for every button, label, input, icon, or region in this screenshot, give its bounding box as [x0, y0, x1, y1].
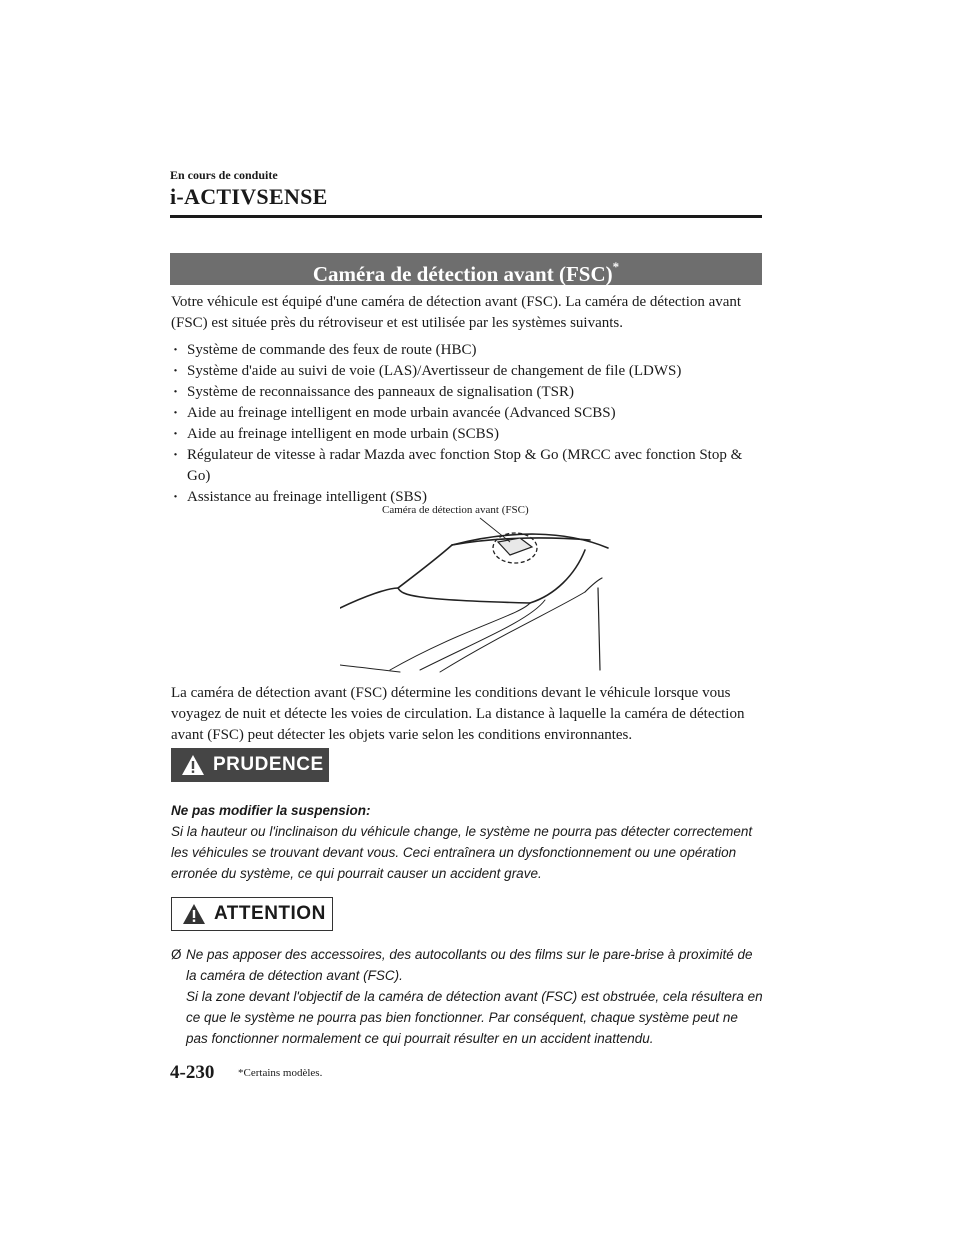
attention-line: Si la zone devant l'objectif de la caméra de détection avant (FSC) est obstruée, cela résultera en ce que le système ne pourra pas bien fonctionner. Par conséquent, chaque système peut ne pas fonctionner normalement ce qui pourrait résulter en un accident inattendu.: [186, 989, 763, 1046]
attention-line: Ne pas apposer des accessoires, des autocollants ou des films sur le pare-brise à proximité de la caméra de détection avant (FSC).: [186, 947, 753, 983]
systems-list: [171, 340, 763, 508]
body-line: [340, 665, 400, 672]
list-item: · Aide au freinage intelligent en mode urbain (SCBS): [171, 424, 763, 445]
caution-block: [171, 800, 763, 884]
figure-caption: Caméra de détection avant (FSC): [382, 504, 529, 516]
arrow-bullet-icon: Ø: [171, 947, 182, 962]
warning-icon: [182, 903, 206, 925]
section-title: i-ACTIVSENSE: [170, 184, 328, 209]
body-line: [440, 592, 585, 672]
list-item: · Régulateur de vitesse à radar Mazda avec fonction Stop & Go (MRCC avec fonction Stop & Go): [171, 445, 763, 487]
body-line: [420, 600, 545, 670]
caution-label-box: [171, 748, 329, 782]
list-item: · Système d'aide au suivi de voie (LAS)/Avertisseur de changement de file (LDWS): [171, 361, 763, 382]
caution-text: Si la hauteur ou l'inclinaison du véhicule change, le système ne pourra pas détecter correctement les véhicules se trouvant devant vous. Ceci entraînera un dysfonctionnement ou une opération erronée du système, ce qui pourrait causer un accident grave.: [171, 824, 753, 881]
warning-icon: [181, 754, 205, 776]
header-rule: [170, 215, 762, 218]
list-item: · Système de reconnaissance des panneaux de signalisation (TSR): [171, 382, 763, 403]
list-item: · Assistance au freinage intelligent (SBS): [171, 487, 763, 508]
a-pillar: [398, 545, 452, 588]
intro-paragraph: Votre véhicule est équipé d'une caméra de détection avant (FSC). La caméra de détection avant (FSC) est située près du rétroviseur et est utilisée par les systèmes suivants.: [171, 294, 742, 331]
topic-title: Caméra de détection avant (FSC): [312, 262, 613, 286]
list-item: · Aide au freinage intelligent en mode urbain avancée (Advanced SCBS): [171, 403, 763, 424]
page-number: 4-230: [170, 1062, 215, 1083]
pillar-side: [585, 578, 602, 592]
list-item: · Système de commande des feux de route (HBC): [171, 340, 763, 361]
footnote: *Certains modèles.: [238, 1067, 323, 1079]
chapter-label: En cours de conduite: [170, 168, 278, 182]
attention-block: [171, 944, 763, 1049]
fender: [530, 550, 585, 603]
topic-banner: [170, 253, 762, 285]
windshield-camera-illustration: [340, 500, 610, 675]
caution-label: PRUDENCE: [213, 754, 324, 775]
hood-edge: [340, 588, 530, 608]
attention-label-box: [171, 897, 333, 931]
camera-icon: [498, 538, 532, 555]
attention-label: ATTENTION: [214, 903, 326, 924]
attention-item: [171, 944, 763, 1049]
pillar-side: [598, 588, 600, 670]
description-paragraph: La caméra de détection avant (FSC) détermine les conditions devant le véhicule lorsque vous voyagez de nuit et détecte les voies de circulation. La distance à laquelle la caméra de détection avant (FSC) peut détecter les objets varie selon les conditions environnantes.: [171, 685, 745, 743]
footnote-mark: *: [612, 259, 620, 274]
caution-heading: Ne pas modifier la suspension:: [171, 803, 371, 818]
